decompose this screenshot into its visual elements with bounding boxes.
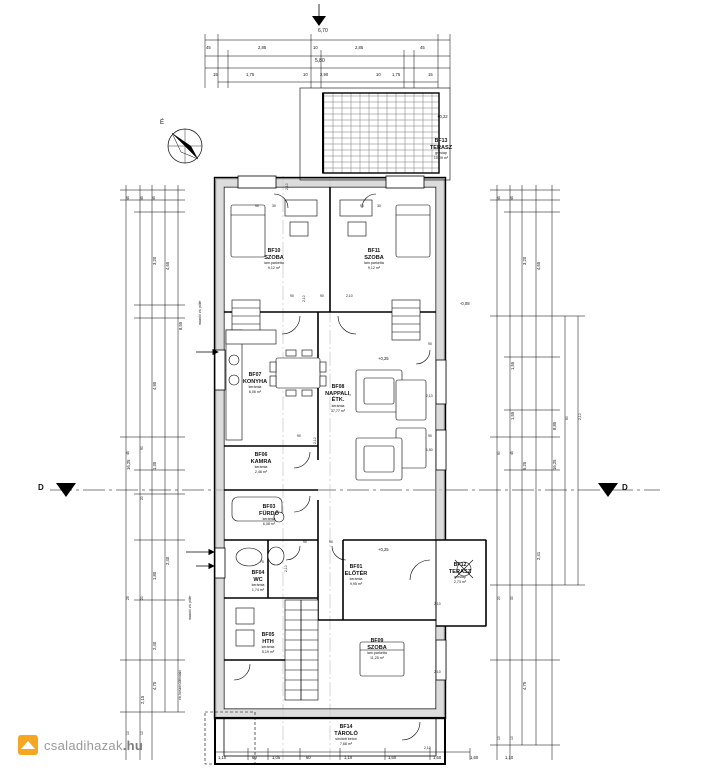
room-floor: lam.parketta (364, 261, 384, 266)
dim-right-4: 4,75 (522, 681, 527, 690)
dim-right-0: 3,20 (522, 256, 527, 265)
opening-label-2: 90 (360, 204, 364, 208)
opening-label-0: 90 (255, 204, 259, 208)
room-label-bf11 (344, 248, 404, 270)
room-floor: kerámia (248, 385, 262, 390)
dim-left-b-1: 8,55 (178, 321, 183, 330)
room-area: 6,08 m² (262, 521, 276, 526)
dim-top-row2-4: 45 (420, 45, 425, 50)
room-label-bf06 (238, 452, 284, 474)
room-name: SZOBA (367, 644, 387, 651)
room-name: NAPPALI, (325, 390, 351, 397)
opening-label-13: 90 (297, 434, 301, 438)
room-name: WC (253, 576, 263, 583)
room-name: KONYHA (242, 378, 268, 385)
dim-bottom-4: 1,10 (344, 755, 353, 760)
opening-label-3: 30 (377, 204, 381, 208)
dim-right2-0: 4,65 (536, 261, 541, 270)
dim-top-row2-3: 2,85 (355, 45, 364, 50)
dim-right-1: 1,55 (510, 361, 515, 370)
room-floor: kerámia (331, 404, 345, 409)
dim-top-row4-6: 15 (428, 72, 433, 77)
dim-top-row4-5: 1,75 (392, 72, 401, 77)
room-name: HTH (262, 638, 274, 645)
watermark-brand: csaladihazak (44, 737, 123, 753)
dim-left-small-4: 45 (126, 451, 130, 455)
opening-label-15: 75 (260, 560, 264, 564)
dim-top-row2-0: 45 (206, 45, 211, 50)
dim-bottom-6: 1,60 (433, 755, 442, 760)
room-label-bf10 (244, 248, 304, 270)
dim-top-row2-1: 2,85 (258, 45, 267, 50)
dim-left-b-3: 2,40 (152, 641, 157, 650)
annotation-pillar-2: maxoló vb. pillér (188, 595, 192, 620)
dim-overall-top: 6,70 (318, 28, 328, 34)
room-code: BF07 (248, 372, 262, 378)
dim-bottom-3: 60 (306, 755, 311, 760)
dim-right-3: 5,25 (522, 461, 527, 470)
dim-right2-2: 2,41 (536, 551, 541, 560)
room-label-bf01 (334, 564, 378, 586)
dim-top-row4-2: 10 (303, 72, 308, 77)
dim-bottom-5: 1,60 (388, 755, 397, 760)
dim-top-row4-4: 10 (376, 72, 381, 77)
dim-left-overall: 16,25 (126, 459, 131, 470)
room-code: BF05 (261, 632, 275, 638)
dim-bottom-0: 1,10 (218, 755, 227, 760)
staircase (285, 600, 318, 700)
opening-label-9: 90 (428, 342, 432, 346)
room-name: TÁROLÓ (334, 730, 358, 737)
dim-right-small-0: 45 (497, 196, 501, 200)
room-area: 6,06 m² (248, 389, 262, 394)
dim-right-small-2: 90 (497, 451, 501, 455)
dim-right-small-8: 60 (565, 416, 569, 420)
room-code: BF04 (251, 570, 265, 576)
room-area: 7,68 m² (339, 741, 353, 746)
dim-left-a-2: 1,30 (152, 461, 157, 470)
room-code: BF06 (254, 452, 268, 458)
level-marker-2: +0,25 (378, 356, 389, 361)
dim-right-small-6: 10 (497, 736, 501, 740)
dim-left-a-0: 3,20 (152, 256, 157, 265)
dim-left-small-1: 45 (140, 196, 144, 200)
room-label-bf13 (424, 138, 458, 160)
opening-label-21: 2,10 (424, 746, 431, 750)
watermark (18, 735, 143, 755)
level-marker-3: +0,25 (378, 547, 389, 552)
room-area: 9,12 m² (367, 265, 381, 270)
dim-left-small-7: 20 (140, 596, 144, 600)
room-floor: kerámia (254, 465, 268, 470)
opening-label-14: 2,10 (313, 437, 317, 444)
dim-right-small-4: 20 (497, 596, 501, 600)
opening-label-8: 2,10 (346, 294, 353, 298)
section-marker-right: D (622, 483, 628, 492)
room-area: 5,19 m² (261, 649, 275, 654)
dim-right2-1: 8,85 (552, 421, 557, 430)
dim-right-2: 1,55 (510, 411, 515, 420)
terrace-bf13 (300, 88, 450, 180)
dim-left-a-4: 4,75 (152, 681, 157, 690)
dim-top-row3-total: 5,80 (315, 58, 325, 64)
room-code: BF13 (434, 138, 448, 144)
room-code: BF09 (370, 638, 384, 644)
dim-top-row4-0: 15 (213, 72, 218, 77)
room-label-bf07 (234, 372, 276, 394)
room-label-bf12 (442, 562, 478, 584)
room-name: FÜRDŐ (259, 510, 279, 517)
room-name: SZOBA (364, 254, 384, 261)
dim-right-small-9: 2,10 (578, 413, 582, 420)
opening-label-1: 30 (272, 204, 276, 208)
dim-left-small-6: 25 (126, 596, 130, 600)
dim-left-small-3: 90 (140, 446, 144, 450)
room-floor: kerámia (349, 577, 363, 582)
opening-label-18: 90 (329, 540, 333, 544)
section-marker-left: D (38, 483, 44, 492)
dim-left-a-3: 1,80 (152, 571, 157, 580)
room-code: BF10 (267, 248, 281, 254)
room-label-bf09 (352, 638, 402, 660)
watermark-tld: .hu (122, 737, 144, 753)
dim-right-overall: 16,25 (552, 459, 557, 470)
dim-bottom-7: 1,60 (470, 755, 479, 760)
room-area: 9,95 m² (349, 581, 363, 586)
house-icon (18, 735, 38, 755)
room-area: 1,74 m² (251, 587, 265, 592)
room-code: BF01 (349, 564, 363, 570)
room-area: 2,48 m² (254, 469, 268, 474)
room-code: BF08 (331, 384, 345, 390)
dim-left-b-0: 4,65 (165, 261, 170, 270)
room-area: 10,09 m² (433, 155, 449, 160)
room-name: TERASZ (448, 568, 472, 575)
dim-left-small-8: 10 (126, 731, 130, 735)
north-label: É (160, 120, 165, 126)
room-area: 2,73 m² (453, 579, 467, 584)
dim-left-small-0: 45 (126, 196, 130, 200)
room-floor: kerámia (251, 583, 265, 588)
room-label-bf08 (316, 384, 360, 413)
opening-label-4: 2,10 (285, 183, 289, 190)
level-marker-0: +0,22 (437, 114, 448, 119)
dim-right-small-3: 45 (510, 451, 514, 455)
dim-right-small-7: 10 (510, 736, 514, 740)
room-floor: lam.parketta (264, 261, 284, 266)
room-label-bf03 (246, 504, 292, 526)
room-code: BF14 (339, 724, 353, 730)
room-area: 37,77 m² (330, 408, 346, 413)
room-name-2: ÉTK. (331, 397, 345, 404)
dim-bottom-1: 60 (252, 755, 257, 760)
opening-label-6: 2,10 (302, 295, 306, 302)
level-marker-1: -0,08 (460, 301, 470, 306)
room-floor: greslap (454, 575, 466, 580)
dim-bottom-8: 1,10 (505, 755, 514, 760)
room-floor: greslap (435, 151, 447, 156)
room-floor: kerámia (262, 517, 276, 522)
room-name: ELŐTÉR (344, 570, 368, 577)
annotation-pillar-1: maxoló vb. pillér (198, 300, 202, 325)
room-name: KAMRA (250, 458, 272, 465)
room-floor: lam.parketta (367, 651, 387, 656)
dim-left-b-2: 2,40 (165, 556, 170, 565)
opening-label-19: 2,10 (434, 602, 441, 606)
dim-top-row4-1: 1,75 (246, 72, 255, 77)
room-code: BF03 (262, 504, 276, 510)
opening-label-11: 90 (428, 434, 432, 438)
room-code: BF11 (367, 248, 381, 254)
room-area: 9,12 m² (267, 265, 281, 270)
room-name: TERASZ (429, 144, 453, 151)
dim-left-a-1: 4,90 (152, 381, 157, 390)
dim-left-small-2: 45 (152, 196, 156, 200)
opening-label-20: 2,10 (434, 670, 441, 674)
opening-label-5: 90 (290, 294, 294, 298)
opening-label-10: 2,10 (426, 394, 433, 398)
dim-left-small-5: 20 (140, 496, 144, 500)
opening-label-17: 90 (303, 540, 307, 544)
watermark-text (44, 738, 143, 753)
annotation-ringbeam: vb. koszorú/áthidaló (178, 669, 182, 700)
opening-label-12: 1,50 (426, 448, 433, 452)
room-label-bf05 (248, 632, 288, 654)
room-floor: simított beton (335, 737, 357, 742)
dim-right-small-1: 45 (510, 196, 514, 200)
room-label-bf14 (322, 724, 370, 746)
dim-left-small-9: 10 (140, 731, 144, 735)
room-name: SZOBA (264, 254, 284, 261)
opening-label-16: 2,10 (284, 565, 288, 572)
room-code: BF12 (453, 562, 467, 568)
opening-label-7: 90 (320, 294, 324, 298)
dim-bottom-2: 1,05 (272, 755, 281, 760)
room-area: 11,25 m² (370, 655, 384, 660)
dim-top-row4-3: 2,90 (320, 72, 329, 77)
room-floor: kerámia (261, 645, 275, 650)
dim-right-small-5: 30 (510, 596, 514, 600)
dim-top-row2-2: 10 (313, 45, 318, 50)
room-label-bf04 (240, 570, 276, 592)
dim-left-b-4: 2,15 (140, 695, 145, 704)
north-compass (168, 129, 202, 163)
